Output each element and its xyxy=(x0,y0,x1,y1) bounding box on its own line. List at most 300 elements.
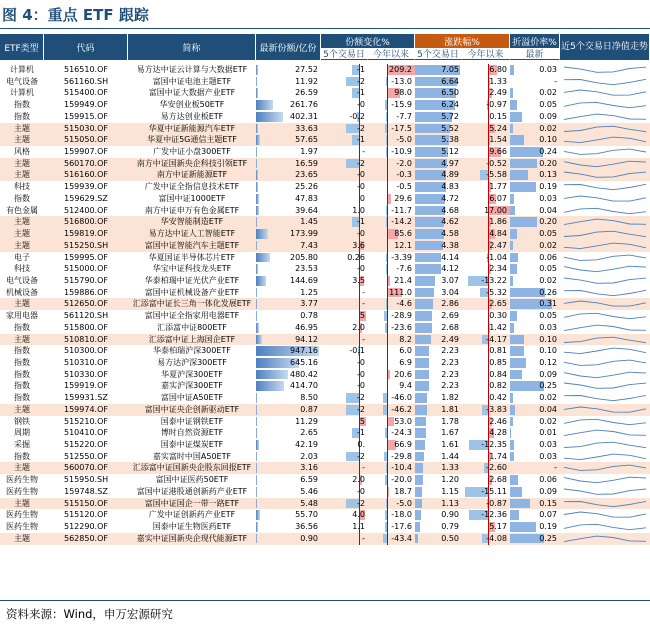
cell-share-5d xyxy=(321,134,368,146)
cell-name-value: 南方中证国新央企科技引领ETF xyxy=(136,158,248,168)
zero-line xyxy=(387,498,388,510)
table-row xyxy=(0,439,650,451)
cell-share-ytd-value: -24.3 xyxy=(391,428,412,438)
cell-share-ytd xyxy=(368,392,415,404)
cell-name-value: 广发中证全指信息技术ETF xyxy=(144,182,240,192)
cell-price-5d-value: 1.15 xyxy=(441,486,459,496)
cell-share-5d xyxy=(321,158,368,170)
cell-price-ytd-value: -13.22 xyxy=(481,275,507,285)
cell-price-5d-value: 2.86 xyxy=(441,299,459,309)
table-row xyxy=(0,345,650,357)
table-row xyxy=(0,123,650,135)
cell-code xyxy=(44,240,128,252)
cell-price-5d xyxy=(415,123,462,135)
value-bar xyxy=(415,358,429,368)
scale-bar xyxy=(256,370,288,380)
cell-premium xyxy=(510,146,560,158)
table-row xyxy=(0,533,650,545)
cell-type xyxy=(0,462,44,474)
cell-name-value: 华夏国证半导体芯片ETF xyxy=(148,252,236,262)
cell-name-value: 富国中证大数据产业ETF xyxy=(148,88,236,98)
cell-type xyxy=(0,240,44,252)
cell-scale-value: 414.70 xyxy=(290,381,318,391)
cell-type xyxy=(0,134,44,146)
cell-name xyxy=(128,357,256,369)
header-group-share-change: 份额变化% xyxy=(321,34,415,48)
nav-sparkline xyxy=(560,369,650,381)
value-bar xyxy=(510,253,518,263)
cell-scale xyxy=(256,451,321,463)
cell-share-5d xyxy=(321,275,368,287)
value-bar xyxy=(510,194,514,204)
cell-share-5d xyxy=(321,509,368,521)
cell-price-5d-value: 4.97 xyxy=(441,158,459,168)
cell-premium-value: - xyxy=(554,76,557,86)
value-bar xyxy=(415,510,421,520)
cell-share-ytd-value: -15.9 xyxy=(391,100,412,110)
table-row xyxy=(0,240,650,252)
scale-bar xyxy=(256,124,258,134)
cell-type xyxy=(0,146,44,158)
cell-price-5d xyxy=(415,99,462,111)
cell-share-ytd-value: -0.3 xyxy=(396,170,412,180)
value-bar xyxy=(510,229,517,239)
cell-price-5d xyxy=(415,462,462,474)
zero-line xyxy=(387,380,388,392)
cell-share-5d-value: -0 xyxy=(357,358,365,367)
cell-scale xyxy=(256,357,321,369)
value-bar xyxy=(415,417,426,427)
cell-share-5d-value: 1.0 xyxy=(352,205,365,215)
cell-share-5d xyxy=(321,357,368,369)
cell-type-value: 医药生物 xyxy=(6,510,38,520)
cell-price-5d xyxy=(415,357,462,369)
cell-price-5d xyxy=(415,474,462,486)
cell-name-value: 富国中证国企一带一路ETF xyxy=(144,498,240,508)
zero-line xyxy=(387,392,388,404)
cell-price-5d-value: 3.04 xyxy=(441,287,459,297)
cell-premium-value: 0.09 xyxy=(539,369,557,379)
cell-share-ytd xyxy=(368,228,415,240)
value-bar xyxy=(415,241,443,251)
cell-type-value: 科技 xyxy=(14,264,30,274)
cell-code-value: 159974.OF xyxy=(64,404,108,414)
cell-premium xyxy=(510,298,560,310)
zero-line xyxy=(387,521,388,533)
cell-code xyxy=(44,146,128,158)
nav-sparkline xyxy=(560,287,650,299)
value-bar xyxy=(415,452,424,462)
cell-type xyxy=(0,404,44,416)
cell-type-value: 采掘 xyxy=(14,440,30,450)
cell-name xyxy=(128,334,256,346)
cell-price-ytd-value: -5.32 xyxy=(486,287,507,297)
cell-code xyxy=(44,334,128,346)
cell-price-5d-value: 4.68 xyxy=(441,205,459,215)
value-bar xyxy=(415,534,418,544)
source-divider xyxy=(0,600,650,601)
cell-name-value: 华安智能制造ETF xyxy=(160,217,224,227)
scale-bar xyxy=(256,335,262,345)
cell-price-ytd-value: 2.49 xyxy=(489,88,507,98)
cell-price-5d xyxy=(415,392,462,404)
cell-share-5d xyxy=(321,111,368,123)
value-bar xyxy=(510,417,513,427)
scale-bar xyxy=(256,217,257,227)
cell-price-5d-value: 3.07 xyxy=(441,275,459,285)
cell-price-ytd xyxy=(462,427,510,439)
cell-share-ytd-value: 53.0 xyxy=(394,416,412,426)
cell-code-value: 561160.SH xyxy=(63,76,109,86)
cell-type xyxy=(0,252,44,264)
cell-share-5d xyxy=(321,287,368,299)
cell-code-value: 159886.OF xyxy=(64,287,108,297)
cell-premium xyxy=(510,322,560,334)
cell-price-5d-value: 5.72 xyxy=(441,111,459,121)
zero-line xyxy=(387,193,388,205)
cell-premium-value: 0.24 xyxy=(539,147,557,157)
cell-name-value: 国泰中证钢铁ETF xyxy=(160,416,224,426)
cell-premium-value: 0.10 xyxy=(539,334,557,344)
cell-name xyxy=(128,310,256,322)
cell-name-value: 华夏中证新能源汽车ETF xyxy=(148,123,236,133)
cell-premium-value: 0.12 xyxy=(539,358,557,367)
cell-scale-value: 6.59 xyxy=(300,475,318,485)
cell-code xyxy=(44,533,128,545)
scale-bar xyxy=(256,264,258,274)
cell-price-ytd-value: 6.80 xyxy=(489,65,507,74)
nav-sparkline xyxy=(560,427,650,439)
cell-type-value: 指数 xyxy=(14,322,30,332)
zero-line xyxy=(387,486,388,498)
table-row xyxy=(0,521,650,533)
zero-line xyxy=(387,252,388,264)
cell-code xyxy=(44,205,128,217)
cell-price-ytd xyxy=(462,310,510,322)
cell-name-value: 国泰中证生物医药ETF xyxy=(152,522,232,532)
cell-type-value: 指数 xyxy=(14,346,30,356)
cell-price-ytd xyxy=(462,298,510,310)
cell-share-ytd-value: 111.0 xyxy=(389,287,412,297)
cell-share-5d-value: -0 xyxy=(357,369,365,379)
cell-share-ytd xyxy=(368,439,415,451)
cell-share-ytd-value: 98.0 xyxy=(394,88,412,98)
cell-price-5d xyxy=(415,345,462,357)
cell-name xyxy=(128,287,256,299)
cell-scale-value: 5.46 xyxy=(300,486,318,496)
cell-price-5d-value: 2.68 xyxy=(441,322,459,332)
cell-scale xyxy=(256,181,321,193)
cell-share-5d xyxy=(321,123,368,135)
scale-bar xyxy=(256,112,283,122)
cell-premium xyxy=(510,169,560,181)
cell-price-5d xyxy=(415,427,462,439)
cell-share-5d xyxy=(321,99,368,111)
cell-share-ytd-value: 6.0 xyxy=(399,346,412,356)
cell-name xyxy=(128,169,256,181)
cell-type xyxy=(0,205,44,217)
cell-share-5d xyxy=(321,64,368,76)
cell-code-value: 515400.OF xyxy=(64,88,108,98)
cell-type xyxy=(0,427,44,439)
nav-sparkline xyxy=(560,416,650,428)
table-row xyxy=(0,111,650,123)
cell-share-5d-value: -2 xyxy=(357,123,365,133)
cell-price-5d-value: 7.05 xyxy=(441,65,459,74)
cell-price-ytd-value: 1.42 xyxy=(489,322,507,332)
cell-name-value: 华夏沪深300ETF xyxy=(161,369,223,379)
cell-share-ytd xyxy=(368,169,415,181)
cell-code-value: 516160.OF xyxy=(64,170,108,180)
nav-sparkline xyxy=(560,275,650,287)
cell-share-ytd-value: -17.5 xyxy=(391,123,412,133)
cell-type xyxy=(0,169,44,181)
cell-share-5d-value: -2 xyxy=(357,451,365,461)
cell-code xyxy=(44,498,128,510)
cell-price-ytd xyxy=(462,228,510,240)
cell-share-5d-value: -0.2 xyxy=(349,111,365,121)
zero-line xyxy=(387,111,388,123)
table-row xyxy=(0,205,650,217)
cell-share-ytd xyxy=(368,193,415,205)
cell-price-ytd-value: 4.28 xyxy=(489,428,507,438)
cell-premium xyxy=(510,509,560,521)
header-type: ETF类型 xyxy=(0,34,44,60)
cell-share-5d xyxy=(321,205,368,217)
cell-price-5d-value: 1.33 xyxy=(441,463,459,473)
scale-bar xyxy=(256,311,257,321)
cell-share-ytd xyxy=(368,322,415,334)
cell-premium xyxy=(510,498,560,510)
cell-price-ytd xyxy=(462,486,510,498)
cell-name-value: 富国中证智能汽车主题ETF xyxy=(144,240,240,250)
cell-scale-value: 23.65 xyxy=(295,170,318,180)
value-bar xyxy=(415,381,429,391)
cell-scale xyxy=(256,287,321,299)
cell-type-value: 主题 xyxy=(14,158,30,168)
cell-price-ytd xyxy=(462,146,510,158)
cell-type-value: 主题 xyxy=(14,299,30,309)
cell-code xyxy=(44,252,128,264)
cell-name-value: 易方达中证人工智能ETF xyxy=(148,229,236,239)
value-bar xyxy=(415,393,427,403)
zero-line xyxy=(387,123,388,135)
cell-name xyxy=(128,275,256,287)
cell-price-ytd xyxy=(462,158,510,170)
cell-price-ytd-value: 6.07 xyxy=(489,193,507,203)
cell-name xyxy=(128,252,256,264)
cell-price-ytd xyxy=(462,404,510,416)
cell-price-ytd xyxy=(462,521,510,533)
cell-name-value: 嘉实富时中国A50ETF xyxy=(152,451,232,461)
cell-code-value: 560170.OF xyxy=(64,158,108,168)
cell-share-ytd-value: -14.2 xyxy=(391,217,412,227)
cell-price-5d xyxy=(415,498,462,510)
cell-price-ytd-value: 0.81 xyxy=(489,346,507,356)
cell-share-5d-value: -1 xyxy=(357,65,365,74)
value-bar xyxy=(510,147,543,157)
cell-name xyxy=(128,533,256,545)
cell-premium xyxy=(510,521,560,533)
zero-line xyxy=(387,64,388,76)
cell-scale-value: 94.12 xyxy=(295,334,318,344)
cell-premium-value: 0.20 xyxy=(539,158,557,168)
cell-premium xyxy=(510,310,560,322)
cell-price-ytd xyxy=(462,169,510,181)
cell-scale xyxy=(256,146,321,158)
table-row xyxy=(0,322,650,334)
cell-share-5d-value: -0.1 xyxy=(349,346,365,356)
nav-sparkline xyxy=(560,169,650,181)
zero-line xyxy=(387,427,388,439)
cell-price-ytd xyxy=(462,64,510,76)
cell-name xyxy=(128,76,256,88)
cell-share-ytd xyxy=(368,486,415,498)
cell-scale xyxy=(256,509,321,521)
cell-price-ytd-value: -12.35 xyxy=(481,440,507,450)
value-bar xyxy=(415,311,432,321)
scale-bar xyxy=(256,323,259,333)
value-bar xyxy=(510,135,524,145)
cell-share-5d-value: -1 xyxy=(357,217,365,227)
nav-sparkline xyxy=(560,99,650,111)
cell-scale xyxy=(256,369,321,381)
cell-type xyxy=(0,369,44,381)
cell-share-ytd-value: -2.0 xyxy=(396,158,412,168)
cell-premium xyxy=(510,427,560,439)
cell-share-ytd-value: 20.6 xyxy=(394,369,412,379)
cell-price-ytd xyxy=(462,322,510,334)
cell-code-value: 510330.OF xyxy=(64,369,108,379)
cell-name xyxy=(128,439,256,451)
cell-share-ytd xyxy=(368,87,415,99)
cell-name-value: 汇添富中证长三角一体化发展ETF xyxy=(132,299,252,309)
cell-price-ytd-value: 1.74 xyxy=(489,451,507,461)
cell-share-5d xyxy=(321,392,368,404)
cell-scale-value: 16.59 xyxy=(295,158,318,168)
cell-scale xyxy=(256,533,321,545)
value-bar xyxy=(510,311,517,321)
cell-scale xyxy=(256,404,321,416)
cell-name xyxy=(128,134,256,146)
nav-sparkline xyxy=(560,146,650,158)
value-bar xyxy=(415,499,422,509)
cell-type-value: 电气设备 xyxy=(6,76,38,86)
cell-code-value: 562850.OF xyxy=(64,533,108,543)
cell-premium-value: 0.13 xyxy=(539,170,557,180)
scale-bar xyxy=(256,440,259,450)
nav-sparkline xyxy=(560,357,650,369)
scale-bar xyxy=(256,522,258,532)
cell-type xyxy=(0,380,44,392)
cell-price-ytd xyxy=(462,99,510,111)
cell-share-5d-value: 4.0 xyxy=(352,510,365,520)
cell-share-5d xyxy=(321,380,368,392)
cell-price-ytd-value: -4.08 xyxy=(486,533,507,543)
cell-name-value: 易方达创业板ETF xyxy=(160,111,224,121)
cell-scale xyxy=(256,334,321,346)
cell-name xyxy=(128,322,256,334)
cell-price-5d-value: 4.89 xyxy=(441,170,459,180)
cell-share-5d-value: -2 xyxy=(357,404,365,414)
value-bar xyxy=(510,264,517,274)
cell-share-5d-value: -2 xyxy=(357,498,365,508)
cell-price-5d xyxy=(415,486,462,498)
cell-premium-value: 0.05 xyxy=(539,264,557,274)
cell-name xyxy=(128,228,256,240)
cell-scale xyxy=(256,193,321,205)
table-row xyxy=(0,146,650,158)
cell-code-value: 516510.OF xyxy=(64,65,108,74)
value-bar xyxy=(510,170,528,180)
cell-code-value: 159949.OF xyxy=(64,100,108,110)
cell-premium xyxy=(510,111,560,123)
cell-price-5d-value: 1.67 xyxy=(441,428,459,438)
cell-name-value: 汇添富中证800ETF xyxy=(157,322,227,332)
cell-price-ytd-value: 1.33 xyxy=(489,76,507,86)
cell-share-ytd xyxy=(368,181,415,193)
cell-premium-value: 0.10 xyxy=(539,346,557,356)
cell-scale xyxy=(256,322,321,334)
cell-price-5d-value: 1.13 xyxy=(441,498,459,508)
cell-type xyxy=(0,392,44,404)
cell-name xyxy=(128,158,256,170)
nav-sparkline xyxy=(560,158,650,170)
nav-sparkline xyxy=(560,193,650,205)
zero-line xyxy=(387,181,388,193)
nav-sparkline xyxy=(560,498,650,510)
cell-share-ytd-value: -17.6 xyxy=(391,522,412,532)
cell-share-5d xyxy=(321,334,368,346)
cell-share-ytd xyxy=(368,158,415,170)
header-price-5d: 5个交易日 xyxy=(415,48,462,60)
value-bar xyxy=(510,522,536,532)
cell-name xyxy=(128,462,256,474)
zero-line xyxy=(359,462,360,474)
cell-type xyxy=(0,498,44,510)
value-bar xyxy=(510,346,524,356)
cell-price-5d-value: 4.62 xyxy=(441,217,459,227)
cell-premium-value: 0.04 xyxy=(539,205,557,215)
cell-price-ytd xyxy=(462,439,510,451)
table-row xyxy=(0,99,650,111)
cell-share-ytd xyxy=(368,123,415,135)
cell-price-5d-value: 0.50 xyxy=(441,533,459,543)
cell-scale xyxy=(256,252,321,264)
zero-line xyxy=(387,404,388,416)
cell-scale-value: 402.31 xyxy=(290,111,318,121)
cell-name-value: 汇添富中证国新央企股东回报ETF xyxy=(132,463,252,473)
cell-scale-value: 47.83 xyxy=(295,193,318,203)
cell-share-5d-value: 2.0 xyxy=(352,475,365,485)
cell-price-ytd-value: -2.60 xyxy=(486,463,507,473)
cell-share-ytd-value: -13.0 xyxy=(391,76,412,86)
cell-price-5d-value: 5.12 xyxy=(441,147,459,157)
cell-scale xyxy=(256,240,321,252)
cell-share-5d-value: 0. xyxy=(357,440,365,450)
cell-share-ytd xyxy=(368,134,415,146)
cell-price-ytd xyxy=(462,416,510,428)
cell-price-5d xyxy=(415,451,462,463)
scale-bar xyxy=(256,288,257,298)
cell-code xyxy=(44,228,128,240)
cell-share-ytd xyxy=(368,64,415,76)
cell-share-ytd-value: -46.2 xyxy=(391,404,412,414)
cell-price-ytd xyxy=(462,345,510,357)
cell-code-value: 515030.OF xyxy=(64,123,108,133)
cell-price-5d xyxy=(415,310,462,322)
cell-code-value: 159995.OF xyxy=(64,252,108,262)
